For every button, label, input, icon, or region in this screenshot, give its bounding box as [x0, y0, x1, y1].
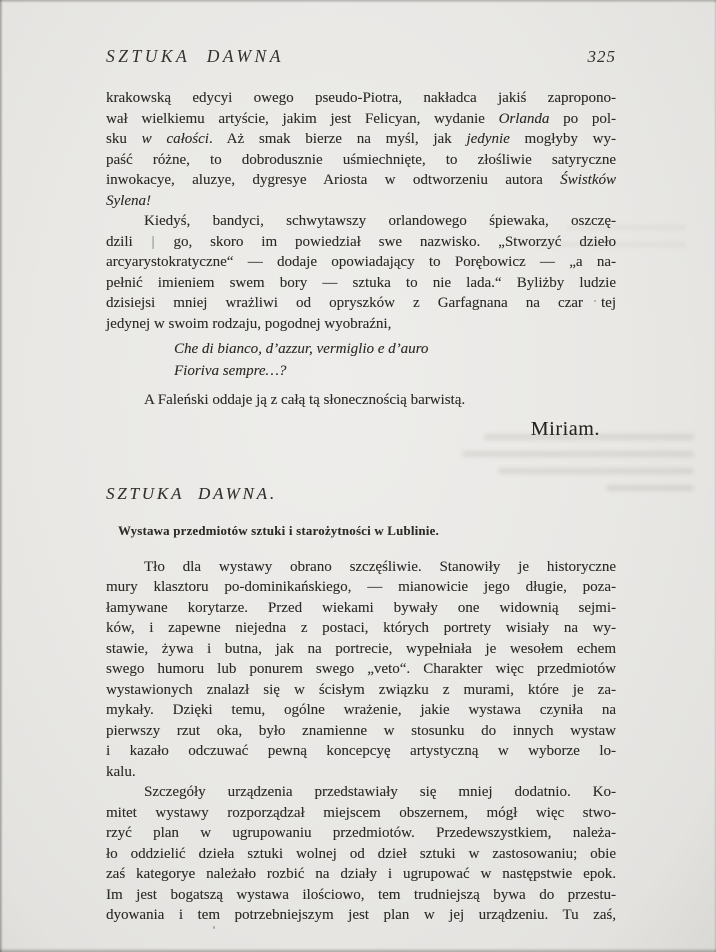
text-segment: A Faleński oddaje ją z całą tą słonecznością barwistą.	[144, 391, 466, 408]
text-line	[106, 680, 616, 701]
text-line	[106, 314, 616, 335]
paper-speck	[213, 926, 215, 929]
text-line	[106, 191, 616, 212]
paragraph	[106, 782, 616, 926]
paragraph	[106, 557, 616, 783]
text-segment: mykały. Dzięki temu, ogólne wrażenie, jakie wystawa czyniła na	[106, 702, 616, 719]
text-line	[106, 803, 616, 824]
text-line	[106, 618, 616, 639]
text-segment: ków, i zapewne niejedna z postaci, których portrety wisiały na wy-	[106, 620, 616, 637]
italic-text: Orlanda	[498, 110, 550, 127]
text-segment: dzili	[106, 233, 151, 250]
scan-edge-bottom	[0, 948, 716, 952]
text-segment: kalu.	[106, 763, 136, 780]
text-segment: wystawionych znalazł się w ścisłym związku z murami, które je za-	[106, 681, 616, 698]
text-line	[106, 700, 616, 721]
article-1	[106, 88, 616, 440]
text-segment: . Aż smak bierze na myśl, jak	[208, 131, 467, 147]
text-line	[106, 782, 616, 803]
text-line	[106, 639, 616, 660]
text-segment: arcyarystokratyczne“ — dodaje opowiadający to Porębowicz — „a na-	[106, 254, 616, 270]
paragraph	[106, 211, 616, 334]
section-heading: SZTUKA DAWNA.	[106, 483, 277, 503]
text-line	[106, 129, 616, 150]
text-segment: wał wielkiemu artyście, jakim jest Felicyan, wydanie	[106, 110, 499, 127]
text-line	[174, 361, 616, 383]
text-segment: pierwszy rzut oka, było znamienne w stosunku do innych wystaw	[106, 722, 616, 739]
text-segment: Tło dla wystawy obrano szczęśliwie. Stanowiły je historyczne	[144, 558, 616, 575]
poem-quotation	[174, 339, 616, 383]
text-line	[106, 211, 616, 232]
text-line	[106, 232, 616, 253]
italic-text: Fioriva sempre…?	[174, 362, 287, 379]
text-line	[174, 339, 616, 361]
text-segment: ło oddzielić dzieła sztuki wolnej od dzieł sztuki w zastosowaniu; obie	[106, 845, 616, 862]
text-segment: zaś kategorye należało rozbić na działy i ugrupować w następstwie epok.	[106, 866, 616, 883]
text-line	[106, 390, 616, 411]
section-body	[106, 557, 616, 926]
text-segment: mitet wystawy rozporządzał miejscem obszernem, mógł więc stwo-	[106, 804, 616, 821]
print-artifact: |	[151, 233, 155, 250]
page-content	[106, 0, 616, 926]
text-line	[106, 273, 616, 294]
text-line	[106, 293, 616, 314]
text-line	[106, 721, 616, 742]
paragraph	[106, 88, 616, 211]
text-line	[106, 885, 616, 906]
text-line	[106, 170, 616, 191]
text-line	[106, 659, 616, 680]
text-segment: Szczegóły urządzenia przedstawiały się mniej dodatnio. Ko-	[144, 784, 616, 801]
text-segment: Kiedyś, bandyci, schwytawszy orlandowego śpiewaka, oszczę-	[144, 213, 616, 229]
section-subheading: Wystawa przedmiotów sztuki i starożytności w Lublinie.	[118, 524, 439, 539]
text-line	[106, 905, 616, 926]
text-segment: dzisiejsi mniej wrażliwi od opryszków z Garfagnana na czar tej	[106, 295, 616, 311]
text-line	[106, 844, 616, 865]
running-header-title: SZTUKA DAWNA	[106, 46, 284, 66]
text-line	[106, 577, 616, 598]
text-segment: go, skoro im powiedział swe nazwisko. „Stworzyć dzieło	[155, 233, 616, 250]
paragraph	[106, 390, 616, 411]
text-segment: łamywane korytarze. Przed wiekami bywały one widownią sejmi-	[106, 599, 616, 616]
text-segment: pełnić imieniem swem bory — sztuka to nie lada.“ Byliżby ludzie	[106, 274, 616, 291]
text-segment: rzyć plan w ugrupowaniu przedmiotów. Przedewszystkiem, należa-	[106, 825, 616, 842]
italic-text: jedynie	[466, 131, 510, 147]
text-segment: krakowską edycyi owego pseudo-Piotra, nakładca jakiś zapropono-	[106, 90, 616, 106]
text-line	[106, 150, 616, 171]
text-segment: sku	[106, 131, 142, 147]
text-segment: dyowania i tem potrzebniejszym jest plan w jej urządzeniu. Tu zaś,	[106, 907, 616, 924]
text-segment: inwokacye, aluzye, dygresye Ariosta w odtworzeniu autora	[106, 172, 561, 188]
text-segment: paść różne, to dobrodusznie uśmiechnięte, to złośliwie satyryczne	[106, 151, 616, 168]
article-2	[106, 484, 616, 926]
author-signature: Miriam.	[530, 418, 600, 441]
text-segment: stawie, żywa i butna, jak na portrecie, wypełniała je wesołem echem	[106, 640, 616, 657]
text-segment: mury klasztoru po-dominikańskiego, — mianowicie jego długie, poza-	[106, 579, 616, 596]
text-segment: swego humoru lub ponurem swego „veto“. Charakter więc przedmiotów	[106, 661, 616, 678]
text-line	[106, 252, 616, 273]
text-line	[106, 109, 616, 130]
text-line	[106, 598, 616, 619]
scan-edge-left	[0, 0, 3, 952]
italic-text: w całości	[141, 131, 209, 147]
text-segment: i kazało odczuwać pewną koncepcyę artystyczną w wyborze lo-	[106, 743, 616, 760]
italic-text: Sylena!	[106, 192, 151, 209]
italic-text: Świstków	[560, 172, 616, 188]
italic-text: Che di bianco, d’azzur, vermiglio e d’auro	[174, 341, 429, 357]
text-segment: po pol-	[549, 110, 616, 127]
page-number: 325	[587, 47, 616, 66]
text-line	[106, 823, 616, 844]
text-line	[106, 557, 616, 578]
text-segment: jedynej w swoim rodzaju, pogodnej wyobraźni,	[106, 315, 392, 332]
text-segment: Im jest bogatszą wystawa ilościowo, tem trudniejszą bywa do przestu-	[106, 886, 616, 903]
text-line	[106, 741, 616, 762]
text-line	[106, 762, 616, 783]
running-header	[106, 46, 616, 67]
text-segment: mogłyby wy-	[509, 131, 616, 147]
text-line	[106, 864, 616, 885]
text-line	[106, 88, 616, 109]
